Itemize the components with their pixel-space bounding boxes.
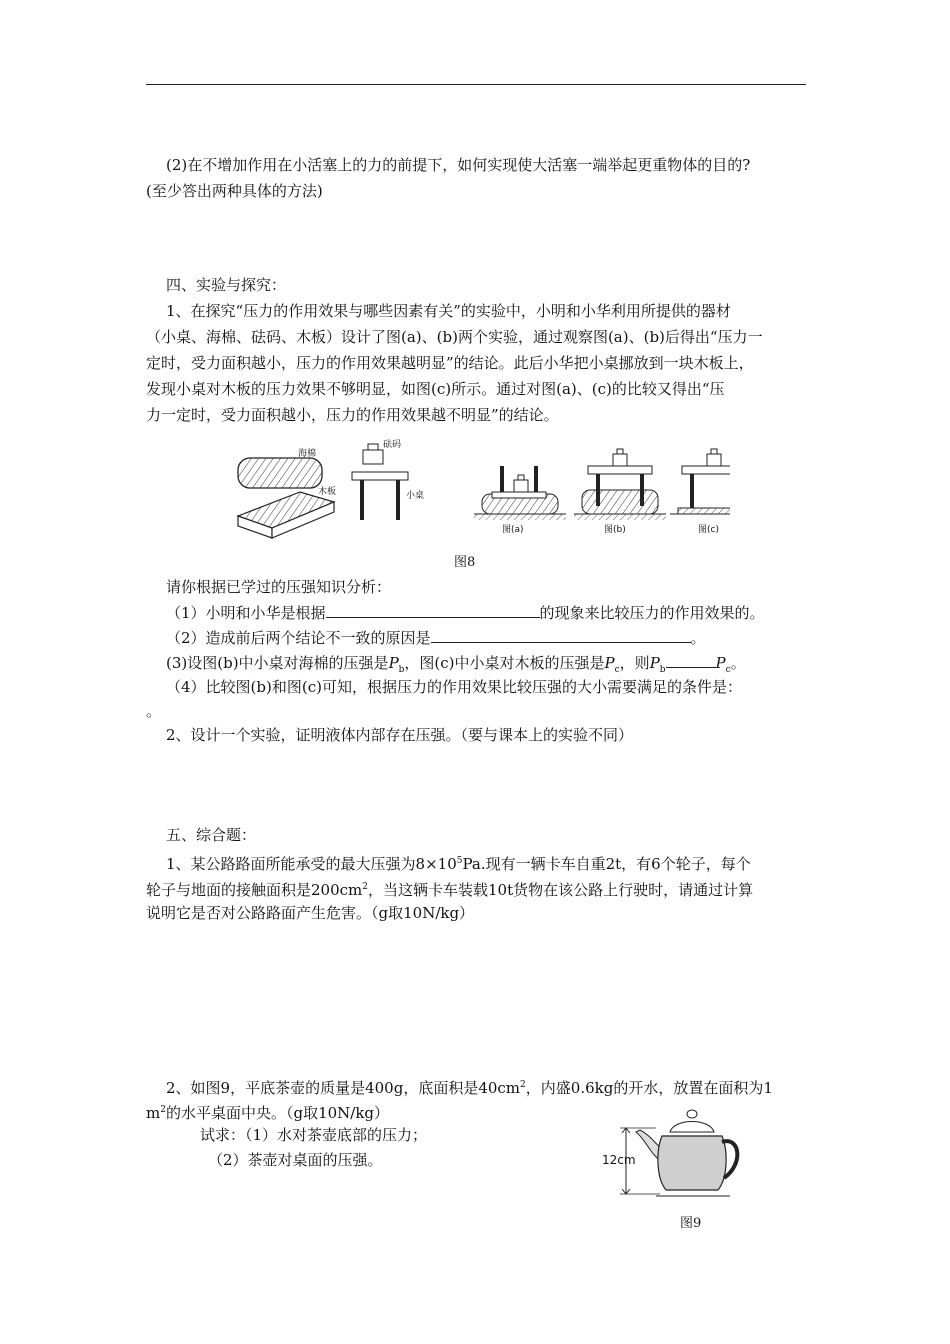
s5p2-l1a: 2、如图9，平底茶壶的质量是400g，底面积是40cm: [166, 1079, 521, 1097]
q3-pc-sub: c: [614, 665, 620, 675]
q3-answer-blank[interactable]: [666, 651, 716, 668]
section4-p1-line5: 力一定时，受力面积越小，压力的作用效果越不明显”的结论。: [146, 406, 559, 424]
section4-heading: 四、实验与探究：: [166, 276, 287, 294]
section4-p1-line2: （小桌、海棉、砝码、木板）设计了图(a)、(b)两个实验，通过观察图(a)、(b)后得出“压力一: [146, 328, 763, 346]
section4-p1-line1: 1、在探究“压力的作用效果与哪些因素有关”的实验中，小明和小华利用所提供的器材: [166, 302, 731, 320]
s5p2-l2a: m: [146, 1104, 161, 1122]
s5p1-l1-sup: 5: [456, 856, 463, 866]
q3-part2-line2: (至少答出两种具体的方法): [146, 182, 323, 200]
q3-end: 。: [730, 654, 746, 672]
q3-text-b: ，图(c)中小桌对木板的压强是: [404, 654, 605, 672]
section5-ask2: （2）茶壶对桌面的压强。: [208, 1151, 383, 1169]
q2-text-a: （2）造成前后两个结论不一致的原因是: [166, 629, 431, 647]
q3-text-c: ，则: [619, 654, 650, 672]
fig8-label-weight: 砝码: [383, 440, 402, 450]
figure-8: [230, 436, 730, 546]
section5-ask1: 试求：（1）水对茶壶底部的压力；: [200, 1126, 428, 1144]
section5-heading: 五、综合题：: [166, 826, 257, 844]
q1-text-a: （1）小明和小华是根据: [166, 604, 326, 622]
q3-pc2: P: [715, 654, 726, 672]
s5p1-l1b: Pa.现有一辆卡车自重2t，有6个轮子，每个: [462, 855, 751, 873]
section4-intro: 请你根据已学过的压强知识分析：: [166, 578, 392, 596]
section4-p1-line4: 发现小桌对木板的压力效果不够明显，如图(c)所示。通过对图(a)、(c)的比较又得出“压: [146, 380, 725, 398]
figure-9-teapot: [600, 1102, 750, 1202]
q3-pb2-sub: b: [659, 665, 666, 675]
fig8-label-sponge: 海棉: [298, 449, 317, 459]
fig8-label-c: 图(c): [698, 525, 719, 535]
fig9-height-label: 12cm: [602, 1153, 636, 1167]
section4-q4-end: 。: [146, 702, 162, 720]
s5p1-l2a: 轮子与地面的接触面积是200cm: [146, 881, 363, 899]
fig8-label-b: 图(b): [604, 525, 626, 535]
fig8-label-table: 小桌: [406, 491, 425, 501]
fig8c-drawing: [670, 449, 730, 514]
q2-text-b: 。: [690, 629, 706, 647]
q3-pc2-sub: c: [725, 665, 731, 675]
section5-p1-line3: 说明它是否对公路路面产生危害。（g取10N/kg）: [146, 904, 475, 922]
s5p2-l1-sup: 2: [520, 1080, 526, 1090]
q1-text-b: 的现象来比较压力的作用效果的。: [539, 604, 765, 622]
sponge-drawing: [238, 458, 322, 488]
weight-drawing: [363, 444, 383, 464]
fig8-label-a: 图(a): [502, 525, 524, 535]
q3-text-a: (3)设图(b)中小桌对海棉的压强是: [166, 654, 389, 672]
section5-p1-line2: [146, 876, 753, 901]
q2-answer-blank[interactable]: [431, 626, 691, 643]
s5p1-l2-sup: 2: [362, 882, 368, 892]
s5p2-l1b: ，内盛0.6kg的开水，放置在面积为1: [525, 1079, 773, 1097]
q3-pb2: P: [649, 654, 660, 672]
fig8b-drawing: [574, 449, 666, 520]
s5p2-l2b: 的水平桌面中央。（g取10N/kg）: [165, 1104, 390, 1122]
q3-pb-sub: b: [398, 665, 405, 675]
section5-p2-line2: [146, 1099, 389, 1124]
q1-answer-blank[interactable]: [326, 601, 540, 618]
fig8-label-board: 木板: [318, 487, 337, 497]
fig8-caption: 图8: [454, 555, 476, 570]
s5p1-l1a: 1、某公路路面所能承受的最大压强为8×10: [166, 855, 457, 873]
section5-p1-line1: [166, 850, 751, 875]
q3-pc: P: [604, 654, 615, 672]
header-rule: [146, 84, 806, 85]
s5p2-l2-sup: 2: [160, 1105, 166, 1115]
s5p1-l2b: ，当这辆卡车装载10t货物在该公路上行驶时，请通过计算: [368, 881, 754, 899]
section4-q1: [166, 601, 765, 624]
board-drawing: [238, 492, 334, 538]
section5-p2-line1: [166, 1074, 773, 1099]
q3-pb: P: [388, 654, 399, 672]
section4-q4: （4）比较图(b)和图(c)可知，根据压力的作用效果比较压强的大小需要满足的条件是：: [166, 678, 742, 696]
section4-q2: [166, 626, 706, 649]
table-drawing: [352, 472, 408, 520]
q3-part2-line1: (2)在不增加作用在小活塞上的力的前提下，如何实现使大活塞一端举起更重物体的目的?: [166, 156, 751, 174]
fig8a-drawing: [474, 466, 566, 520]
section4-p2: 2、设计一个实验，证明液体内部存在压强。（要与课本上的实验不同）: [166, 726, 634, 744]
section4-p1-line3: 定时，受力面积越小，压力的作用效果越明显”的结论。此后小华把小桌挪放到一块木板上，: [146, 354, 754, 372]
fig9-caption: 图9: [680, 1216, 702, 1231]
